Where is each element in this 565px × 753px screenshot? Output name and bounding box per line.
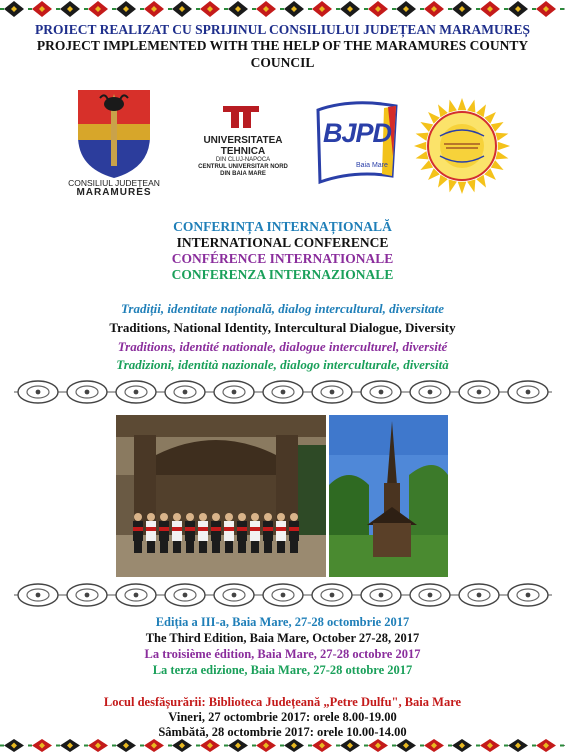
bjpd-sub: Baia Mare [356, 162, 388, 169]
utcn-sub-3: DIN BAIA MARE [220, 171, 266, 177]
conference-title-it: CONFERENZA INTERNAZIONALE [171, 267, 394, 282]
venue-day-2: Sâmbătă, 28 octombrie 2017: orele 10.00-14.00 [158, 725, 407, 739]
bjpd-text: BJPD [322, 118, 392, 148]
edition-ro: Ediția a III-a, Baia Mare, 27-28 octombrie 2017 [155, 615, 410, 629]
sun-seal-icon [410, 96, 514, 196]
conference-title-ro: CONFERINȚA INTERNAȚIONALĂ [173, 219, 392, 234]
ornament-divider-top [14, 377, 552, 407]
theme-en: Traditions, National Identity, Intercultural Dialogue, Diversity [109, 320, 456, 335]
conference-title-fr: CONFÉRENCE INTERNATIONALE [171, 251, 394, 266]
venue-day-1: Vineri, 27 octombrie 2017: orele 8.00-19.00 [168, 710, 397, 724]
edition-en: The Third Edition, Baia Mare, October 27-28, 2017 [145, 631, 420, 645]
edition-it: La terza edizione, Baia Mare, 27-28 ottobre 2017 [152, 663, 413, 677]
county-caption-1: CONSILIUL JUDEȚEAN [68, 178, 160, 188]
venue-location: Locul desfășurării: Biblioteca Județeană „Petre Dulfu", Baia Mare [103, 695, 462, 709]
theme-fr: Traditions, identité nationale, dialogue interculturel, diversité [117, 339, 448, 354]
utcn-sub-1: DIN CLUJ-NAPOCA [215, 157, 271, 163]
county-caption-2: MARAMURES [76, 187, 152, 198]
theme-it: Tradizioni, identità nazionale, dialogo interculturale, diversità [116, 357, 449, 372]
folk-border-bottom [0, 738, 565, 753]
theme-ro: Tradiții, identitate națională, dialog intercultural, diversitate [120, 301, 445, 316]
photo-wooden-church [329, 415, 448, 577]
utcn-name-2: TEHNICA [220, 146, 266, 157]
utcn-logo [193, 104, 293, 178]
county-coat-of-arms-icon [60, 88, 168, 180]
county-council-logo [60, 88, 168, 200]
header-line-1: PROIECT REALIZAT CU SPRIJINUL CONSILIULUI JUDEȚEAN MARAMUREȘ [34, 22, 531, 37]
header-line-2: PROJECT IMPLEMENTED WITH THE HELP OF THE MARAMURES COUNTY [36, 38, 529, 53]
conference-title-en: INTERNATIONAL CONFERENCE [176, 235, 389, 250]
ornament-divider-bottom [14, 580, 552, 610]
photo-children-wooden-gate [116, 415, 326, 577]
folk-border-top [0, 0, 565, 18]
edition-fr: La troisième édition, Baia Mare, 27-28 octobre 2017 [144, 647, 421, 661]
utcn-name-1: UNIVERSITATEA [203, 135, 283, 146]
association-sun-logo [410, 96, 514, 196]
bjpd-logo [312, 96, 402, 186]
header-line-3: COUNCIL [250, 55, 315, 70]
utcn-emblem-icon [193, 104, 293, 130]
utcn-sub-2: CENTRUL UNIVERSITAR NORD [198, 164, 288, 170]
